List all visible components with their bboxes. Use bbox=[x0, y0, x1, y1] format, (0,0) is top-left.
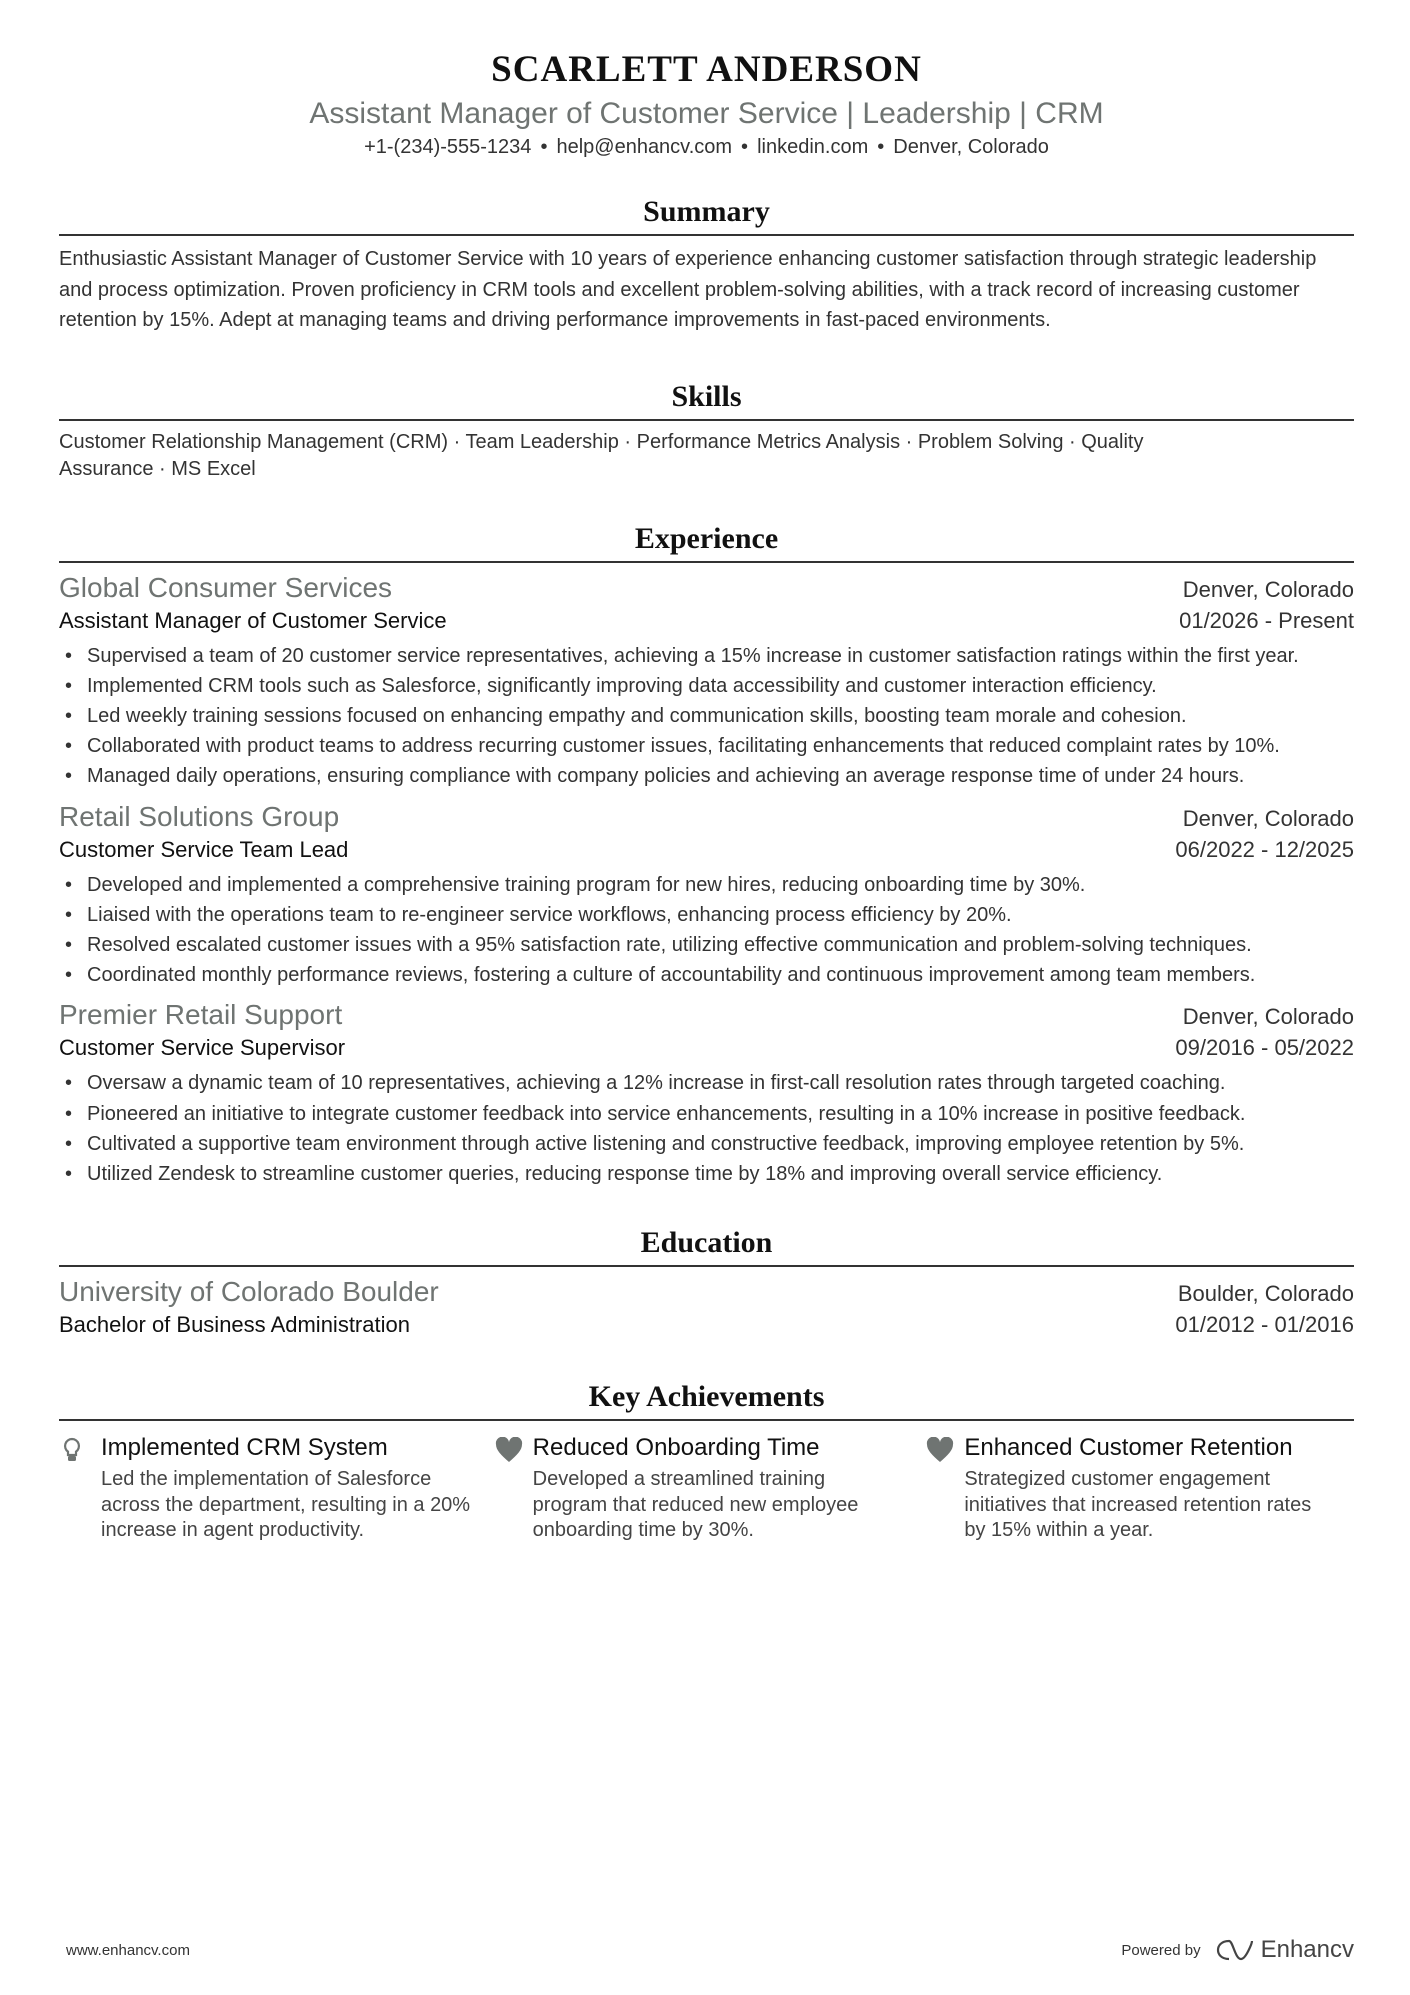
heart-icon bbox=[922, 1433, 964, 1544]
company-name: Global Consumer Services bbox=[59, 571, 393, 603]
achievement-item bbox=[59, 1433, 491, 1544]
separator: • bbox=[877, 136, 885, 158]
bullet-item: • Oversaw a dynamic team of 10 representatives, achieving a 12% increase in first-call resolution rates through targeted coaching. bbox=[59, 1068, 1354, 1098]
job-location: Denver, Colorado bbox=[1182, 576, 1354, 602]
bullet-item: • Resolved escalated customer issues with a 95% satisfaction rate, utilizing effective communication and problem-solving techniques. bbox=[59, 930, 1354, 960]
divider bbox=[59, 234, 1354, 236]
divider bbox=[59, 1419, 1354, 1421]
summary-heading: Summary bbox=[643, 195, 770, 228]
powered-by bbox=[1121, 1936, 1354, 1964]
email-link[interactable]: help@enhancv.com bbox=[556, 136, 733, 158]
bullet-item: • Cultivated a supportive team environment through active listening and constructive feedback, improving employee retention by 5%. bbox=[59, 1129, 1354, 1159]
job-location: Denver, Colorado bbox=[1182, 1004, 1354, 1030]
phone: +1-(234)-555-1234 bbox=[364, 136, 532, 158]
bullet-item: • Supervised a team of 20 customer service representatives, achieving a 15% increase in customer satisfaction ratings within the first year. bbox=[59, 641, 1354, 671]
bullet-item: • Coordinated monthly performance reviews, fostering a culture of accountability and continuous improvement among team members. bbox=[59, 960, 1354, 990]
job-dates: 01/2026 - Present bbox=[1179, 607, 1354, 633]
school-location: Boulder, Colorado bbox=[1177, 1281, 1354, 1307]
bullet-item: • Utilized Zendesk to streamline customer queries, reducing response time by 18% and improving overall service efficiency. bbox=[59, 1159, 1354, 1189]
education-heading: Education bbox=[640, 1226, 773, 1260]
location: Denver, Colorado bbox=[893, 136, 1049, 158]
achievement-title: Implemented CRM System bbox=[101, 1434, 388, 1462]
company-name: Retail Solutions Group bbox=[59, 800, 340, 832]
achievement-title: Enhanced Customer Retention bbox=[964, 1434, 1293, 1462]
job-dates: 06/2022 - 12/2025 bbox=[1175, 836, 1354, 862]
degree: Bachelor of Business Administration bbox=[59, 1312, 410, 1338]
bullet-item: • Liaised with the operations team to re-engineer service workflows, enhancing process efficiency by 20%. bbox=[59, 900, 1354, 930]
achievement-description: Developed a streamlined training program that reduced new employee onboarding time by 30%. bbox=[532, 1468, 859, 1542]
website-link[interactable]: www.enhancv.com bbox=[66, 1941, 190, 1959]
achievement-description: Led the implementation of Salesforce across the department, resulting in a 20% increase in agent productivity. bbox=[101, 1468, 471, 1542]
heart-icon bbox=[491, 1433, 533, 1544]
experience-entry bbox=[59, 571, 1354, 792]
footer bbox=[66, 1936, 1354, 1964]
divider bbox=[59, 419, 1354, 421]
achievements-list bbox=[59, 1433, 1354, 1544]
job-title: Customer Service Team Lead bbox=[59, 836, 349, 862]
contact-line bbox=[59, 134, 1354, 160]
job-dates: 09/2016 - 05/2022 bbox=[1175, 1035, 1354, 1061]
lightbulb-icon bbox=[59, 1433, 101, 1544]
headline: Assistant Manager of Customer Service | Leadership | CRM bbox=[309, 97, 1104, 130]
summary-text: Enthusiastic Assistant Manager of Customer Service with 10 years of experience enhancing customer satisfaction through strategic leadership and process optimization. Proven proficiency in CRM tools and excellent problem-solving abilities, with a track record of increasing customer retention by 15%. Adept at managing teams and driving performance improvements in fast-paced environments. bbox=[59, 248, 1317, 331]
achievement-item bbox=[491, 1433, 923, 1544]
experience-list bbox=[59, 571, 1354, 1190]
achievement-item bbox=[922, 1433, 1354, 1544]
resume bbox=[59, 0, 1354, 1544]
bullet-item: • Implemented CRM tools such as Salesforce, significantly improving data accessibility and customer interaction efficiency. bbox=[59, 671, 1354, 701]
education-dates: 01/2012 - 01/2016 bbox=[1175, 1312, 1354, 1338]
experience-heading: Experience bbox=[634, 521, 779, 555]
school-name: University of Colorado Boulder bbox=[59, 1276, 439, 1308]
achievement-title: Reduced Onboarding Time bbox=[532, 1434, 820, 1462]
powered-by-label: Powered by bbox=[1121, 1941, 1201, 1959]
job-location: Denver, Colorado bbox=[1182, 805, 1354, 831]
candidate-name: SCARLETT ANDERSON bbox=[491, 49, 922, 90]
skills-heading: Skills bbox=[671, 379, 742, 413]
separator: • bbox=[540, 136, 548, 158]
job-bullets bbox=[59, 870, 1354, 991]
bullet-item: • Collaborated with product teams to address recurring customer issues, facilitating enhancements that reduced complaint rates by 10%. bbox=[59, 731, 1354, 761]
job-bullets bbox=[59, 1068, 1354, 1189]
education-entry bbox=[59, 1275, 1354, 1341]
brand-name: Enhancv bbox=[1260, 1936, 1354, 1963]
experience-entry bbox=[59, 800, 1354, 991]
enhancv-logo[interactable] bbox=[1215, 1936, 1354, 1964]
bullet-item: • Managed daily operations, ensuring compliance with company policies and achieving an average response time of under 24 hours. bbox=[59, 761, 1354, 791]
separator: • bbox=[741, 136, 749, 158]
bullet-item: • Developed and implemented a comprehensive training program for new hires, reducing onboarding time by 30%. bbox=[59, 870, 1354, 900]
achievements-heading: Key Achievements bbox=[588, 1380, 825, 1414]
job-bullets bbox=[59, 641, 1354, 792]
job-title: Assistant Manager of Customer Service bbox=[59, 607, 447, 633]
skills-text: Customer Relationship Management (CRM) · Team Leadership · Performance Metrics Analysis · Problem Solving · Quality Assurance · MS Excel bbox=[59, 430, 1144, 480]
achievement-description: Strategized customer engagement initiatives that increased retention rates by 15% within a year. bbox=[964, 1468, 1312, 1542]
job-title: Customer Service Supervisor bbox=[59, 1035, 346, 1061]
divider bbox=[59, 561, 1354, 563]
company-name: Premier Retail Support bbox=[59, 999, 343, 1031]
bullet-item: • Led weekly training sessions focused on enhancing empathy and communication skills, boosting team morale and cohesion. bbox=[59, 701, 1354, 731]
enhancv-logo-icon bbox=[1215, 1937, 1255, 1963]
linkedin-link[interactable]: linkedin.com bbox=[757, 136, 869, 158]
experience-entry bbox=[59, 998, 1354, 1189]
bullet-item: • Pioneered an initiative to integrate customer feedback into service enhancements, resulting in a 10% increase in positive feedback. bbox=[59, 1099, 1354, 1129]
divider bbox=[59, 1265, 1354, 1267]
